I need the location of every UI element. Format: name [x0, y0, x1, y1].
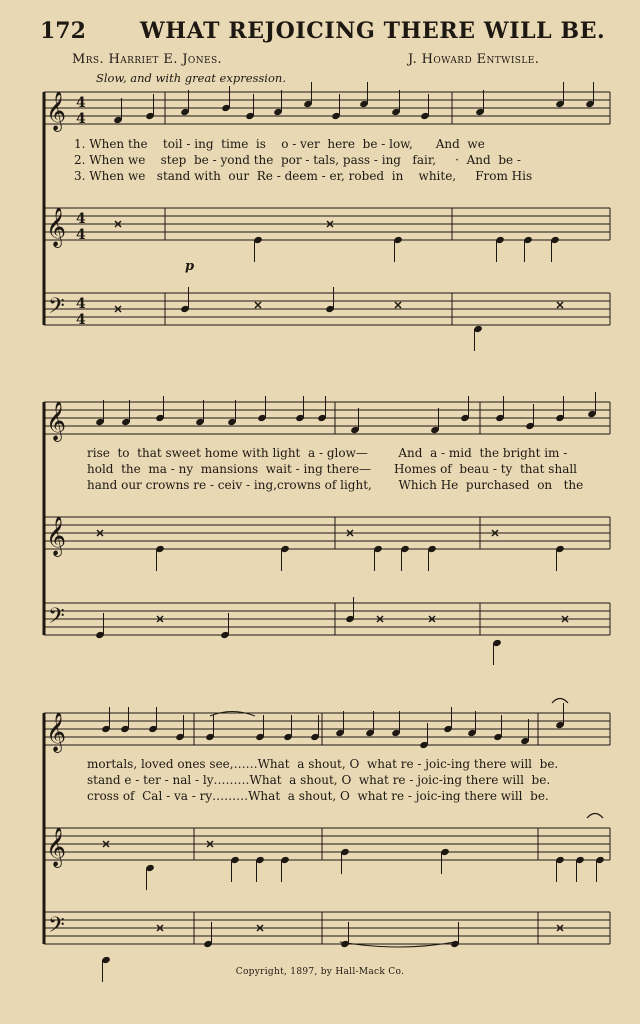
hymn-title: WHAT REJOICING THERE WILL BE. — [140, 18, 606, 44]
time-signature: 4 — [76, 296, 86, 312]
note-head — [557, 302, 563, 308]
bass-clef-icon: 𝄢 — [48, 604, 65, 634]
composer-credit: J. Howard Entwisle. — [408, 52, 540, 67]
bass-clef-icon: 𝄢 — [48, 913, 65, 943]
lyric-line: hold the ma - ny mansions wait - ing there— Homes of beau - ty that shall — [87, 462, 578, 476]
lyric-line: 3. When we stand with our Re - deem - er, robed in white, From His — [74, 169, 533, 183]
treble-clef-icon: 𝄞 — [46, 516, 67, 556]
page-number: 172 — [40, 18, 86, 44]
fermata-icon — [552, 699, 568, 704]
lyricist-credit: Mrs. Harriet E. Jones. — [72, 52, 223, 67]
tempo-marking: Slow, and with great expression. — [96, 71, 286, 85]
dynamic-marking: p — [185, 259, 195, 274]
lyric-line: mortals, loved ones see,……What a shout, O what re - joic-ing there will be. — [87, 757, 559, 771]
treble-clef-icon: 𝄞 — [46, 401, 67, 441]
fermata-icon — [587, 814, 603, 819]
time-signature: 4 — [76, 312, 86, 328]
lyric-line: 1. When the toil - ing time is o - ver here be - low, And we — [74, 137, 485, 151]
time-signature: 4 — [76, 227, 86, 243]
treble-clef-icon: 𝄞 — [46, 827, 67, 867]
treble-clef-icon: 𝄞 — [46, 207, 67, 247]
lyric-line: 2. When we step be - yond the por - tals, pass - ing fair, · And be - — [74, 153, 521, 167]
lyric-line: rise to that sweet home with light a - glow— And a - mid the bright im - — [87, 446, 568, 460]
tie — [210, 712, 255, 717]
treble-clef-icon: 𝄞 — [46, 712, 67, 752]
lyric-line: stand e - ter - nal - ly………What a shout, O what re - joic-ing there will be. — [87, 773, 551, 787]
note-head — [255, 302, 261, 308]
lyric-line: cross of Cal - va - ry………What a shout, O what re - joic-ing there will be. — [87, 789, 549, 803]
copyright-notice: Copyright, 1897, by Hall-Mack Co. — [235, 967, 405, 977]
treble-clef-icon: 𝄞 — [46, 91, 67, 131]
time-signature: 4 — [76, 111, 86, 127]
lyric-line: hand our crowns re - ceiv - ing,crowns of light, Which He purchased on the — [87, 478, 584, 492]
time-signature: 4 — [76, 211, 86, 227]
bass-clef-icon: 𝄢 — [48, 294, 65, 324]
time-signature: 4 — [76, 95, 86, 111]
note-head — [395, 302, 401, 308]
